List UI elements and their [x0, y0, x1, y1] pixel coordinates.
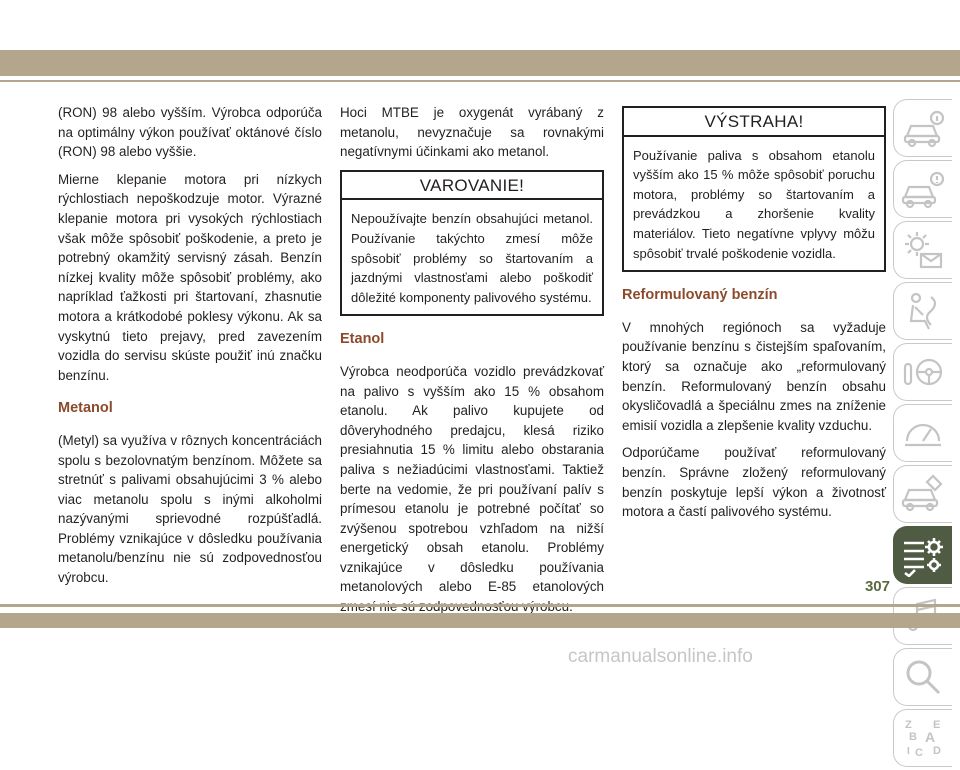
tab-lights-mail[interactable] — [893, 221, 952, 279]
svg-text:C: C — [915, 747, 923, 759]
page-number: 307 — [864, 578, 890, 595]
heading-metanol: Metanol — [58, 400, 113, 417]
key-steering-icon — [901, 350, 945, 394]
column-2 — [340, 103, 604, 625]
column-1 — [58, 103, 322, 596]
caution-text: Používanie paliva s obsahom etanolu vyšším ako 15 % môže spôsobiť poruchu motora, problémy so štartovaním a prevádzkou a zhoršenie kvality materiálov. Tieto negatívne vplyvy môžu spôsobiť trvalé poškodenie vozidla. — [633, 147, 875, 261]
header-band — [0, 50, 960, 76]
paragraph-mtbe: Hoci MTBE je oxygenát vyrábaný z metanolu, nevyznačuje sa rovnakými negatívnymi účinkami ako metanol. — [340, 105, 604, 160]
car-warning-icon — [901, 167, 945, 211]
svg-text:E: E — [933, 719, 941, 731]
svg-text:I: I — [907, 746, 910, 757]
checklist-gears-icon — [901, 533, 945, 577]
dashboard-gauge-icon — [901, 411, 945, 455]
tab-seat-airbag[interactable] — [893, 282, 952, 340]
seat-airbag-icon — [901, 289, 945, 333]
tab-car-info[interactable] — [893, 99, 952, 157]
caution-title: VÝSTRAHA! — [624, 108, 884, 137]
tab-dashboard[interactable] — [893, 404, 952, 462]
paragraph-reformulated-1: V mnohých regiónoch sa vyžaduje používanie benzínu s čistejším spaľovaním, ktorý sa označuje ako „reformulovaný benzín. Reformulovaný benzín obsahu okysličovadlá a špeciálnu zmes na zníženie emisií vozidla a zlepšenie kvality vzduchu. — [622, 319, 886, 433]
caution-box — [622, 106, 886, 272]
watermark: carmanualsonline.info — [568, 646, 753, 667]
svg-text:Z: Z — [905, 719, 912, 731]
paragraph-ron: (RON) 98 alebo vyšším. Výrobca odporúča na optimálny výkon používať oktánové číslo (RON) 98 alebo vyššie. — [58, 105, 322, 160]
tab-car-wrench[interactable] — [893, 465, 952, 523]
svg-text:D: D — [933, 745, 941, 757]
index-letters-icon — [901, 716, 945, 760]
car-info-icon — [901, 106, 945, 150]
footer-band — [0, 613, 960, 628]
svg-text:A: A — [925, 729, 936, 745]
warning-text: Nepoužívajte benzín obsahujúci metanol. Používanie takýchto zmesí môže spôsobiť problémy so štartovaním a jazdnými vlastnosťami alebo poškodiť dôležité komponenty palivového systému. — [351, 211, 593, 305]
paragraph-reformulated-2: Odporúčame používať reformulovaný benzín. Správne zložený reformulovaný benzín poskytuje lepší výkon a životnosť motora a častí palivového systému. — [622, 445, 886, 520]
tab-search[interactable] — [893, 648, 952, 706]
tab-index[interactable] — [893, 709, 952, 767]
paragraph-knocking: Mierne klepanie motora pri nízkych rýchlostiach nepoškodzuje motor. Výrazné klepanie motora pri vysokých rýchlostiach však môže spôsobiť poškodenie, a preto je potrebný okamžitý servisný zásah. Benzín nízkej kvality môže spôsobiť problémy, ako napríklad ťažkosti pri štartovaní, zhasnutie motora a krátkodobé poklesy výkonu. Ak sa vyskytnú tieto prejavy, pred zavezením vozidla do servisu skúste použiť inú značku benzínu. — [58, 171, 322, 383]
svg-text:B: B — [909, 731, 917, 743]
header-rule — [0, 80, 960, 82]
heading-reformulated: Reformulovaný benzín — [622, 287, 778, 304]
paragraph-etanol: Výrobca neodporúča vozidlo prevádzkovať na palivo s vyšším ako 15 % obsahom etanolu. Ak palivo kupujete od dôveryhodného predajcu, klesá riziko presiahnutia 15 % limitu alebo obstarania paliva s nežiadúcimi vlastnosťami. Taktiež berte na vedomie, že pri používaní palív s prímesou etanolu je potrebné počítať so zvýšenou spotrebou vzhľadom na nižší energetický obsah etanolu. Problémy vznikajúce v dôsledku používania metanolových alebo E-85 etanolových — [340, 363, 604, 595]
tab-car-warning[interactable] — [893, 160, 952, 218]
warning-box — [340, 170, 604, 317]
warning-title: VAROVANIE! — [342, 172, 602, 201]
footer-rule — [0, 604, 960, 607]
lights-mail-icon — [901, 228, 945, 272]
column-3 — [622, 106, 886, 530]
magnifier-icon — [901, 655, 945, 699]
car-wrench-icon — [901, 472, 945, 516]
tab-maintenance[interactable] — [893, 526, 952, 584]
tab-key-steering[interactable] — [893, 343, 952, 401]
heading-etanol: Etanol — [340, 331, 385, 348]
paragraph-metanol: (Metyl) sa využíva v rôznych koncentráciách spolu s bezolovnatým benzínom. Môžete sa stretnúť s palivami obsahujúcimi 3 % alebo viac metanolu spolu s inými alkoholmi nazývanými sprievodné rozpúšťadlá. Problémy vznikajúce v dôsledku používania metanolu/benzínu nie sú zodpovednosťou výrobcu. — [58, 432, 322, 586]
chapter-tabs — [893, 99, 953, 770]
